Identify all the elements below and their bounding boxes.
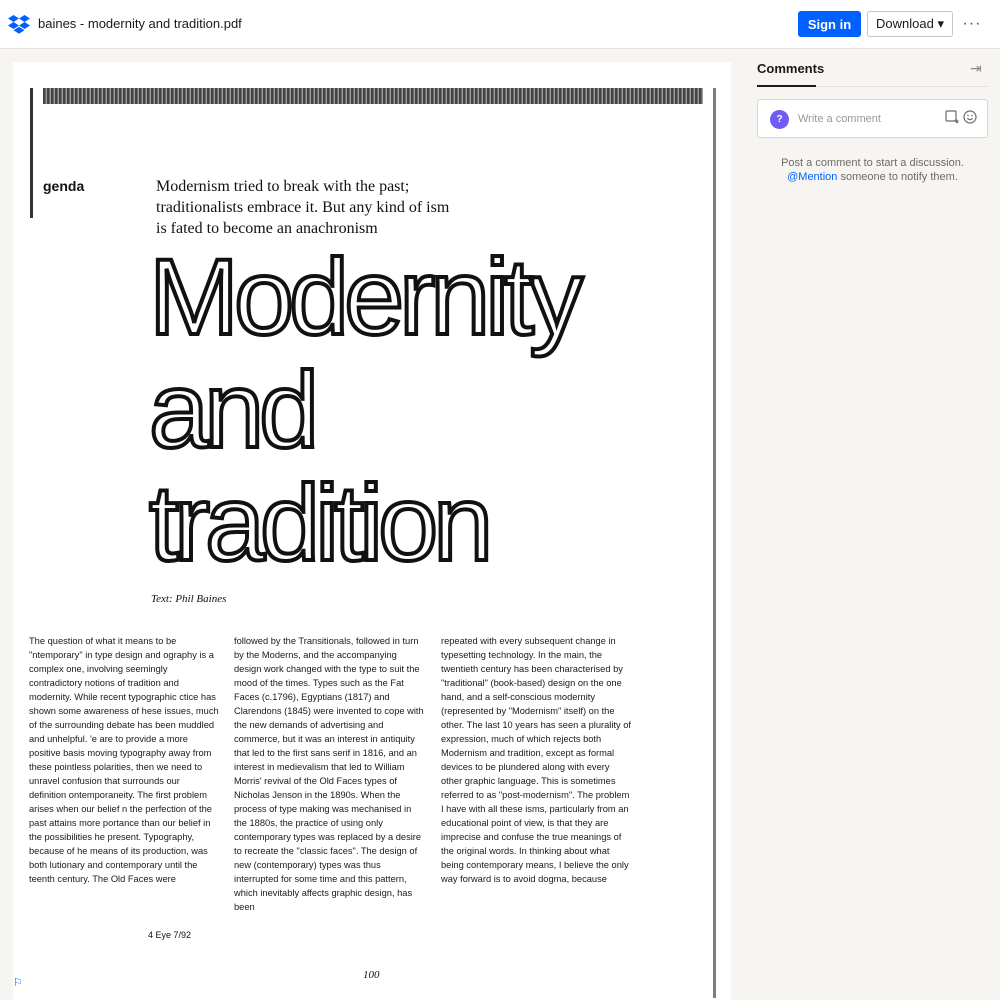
emoji-icon[interactable] xyxy=(963,110,977,124)
headline-line: tradition xyxy=(149,462,489,583)
section-label: genda xyxy=(43,178,85,194)
comments-hint xyxy=(757,156,988,184)
text-column: repeated with every subsequent change in typesetting technology. In the main, the twentieth century has been characterised by "traditional" (book-based) design on the one hand, and a self-conscious modernity (represented by "Modernism" itself) on the other. The last 10 years has seen a plurality of expression, much of which rejects both Modernism and tradition, except as formal devices to be plundered along with every other graphic language. This is sometimes referred to as "post-modernism". The problem I have with all these isms, particularly from an educational point of view, is that they are imprecise and confuse the true meanings of the original words. In thinking about what being contemporary means, I believe the only way forward is to avoid dogma, because xyxy=(441,636,632,884)
dropbox-logo-icon[interactable] xyxy=(8,14,30,34)
pdf-page xyxy=(13,62,731,1000)
article-headline xyxy=(149,236,579,583)
folio: 4 Eye 7/92 xyxy=(148,930,192,940)
avatar: ? xyxy=(770,110,789,129)
hint-text: someone to notify them. xyxy=(837,171,958,183)
top-bar xyxy=(0,0,1000,49)
download-button[interactable]: Download ▾ xyxy=(867,11,953,37)
add-annotation-icon[interactable] xyxy=(945,110,959,124)
flag-icon[interactable]: ⚐ xyxy=(13,977,23,989)
hint-text xyxy=(757,170,988,184)
collapse-panel-icon[interactable]: ⇥ xyxy=(970,60,982,76)
headline-line: and xyxy=(149,349,315,470)
active-tab-indicator xyxy=(757,85,816,87)
page-number: 100 xyxy=(363,969,380,981)
scan-border xyxy=(30,88,33,218)
comments-panel xyxy=(745,49,1000,1000)
more-options-icon[interactable]: ··· xyxy=(962,15,982,32)
text-column: The question of what it means to be "ntemporary" in type design and ography is a complex one, involving seemingly contradictory notions of tradition and modernity. While recent typographic ctice has shown some awareness of hese issues, much of the surrounding debate has been muddled and unhelpful. 'e are to provide a more positive basis moving typography away from these pointless polarities, then we need to unravel confusion that surrounds our definition ontemporaneity. The first problem arises when our belief n the perfection of the past attains more portance than our belief in the possibilities he present. Typography, because of he means of its production, was both lutionary and contemporary until the teenth century. The Old Faces were xyxy=(29,636,219,884)
sign-in-button[interactable]: Sign in xyxy=(798,11,861,37)
hint-text: Post a comment to start a discussion. xyxy=(781,157,964,169)
file-name: baines - modernity and tradition.pdf xyxy=(38,16,242,31)
byline: Text: Phil Baines xyxy=(151,593,227,605)
standfirst: Modernism tried to break with the past; traditionalists embrace it. But any kind of ism is fated to become an anachronism xyxy=(156,178,450,237)
mention-link[interactable]: @Mention xyxy=(787,171,838,183)
headline-line: Modernity xyxy=(149,236,579,357)
comment-input[interactable] xyxy=(798,109,938,129)
comment-composer[interactable] xyxy=(757,99,988,138)
scan-border xyxy=(43,88,703,104)
text-column: followed by the Transitionals, followed in turn by the Moderns, and the accompanying design work changed with the type to suit the mood of the times. Types such as the Fat Faces (c.1796), Egyptians (1817) and Clarendons (1845) were invented to cope with the new demands of advertising and commerce, but it was an interest in antiquity that led to the first sans serif in 1816, and an interest in medievalism that led to William Morris' revival of the Old Faces types of Nicholas Jenson in the 1890s. When the process of type making was mechanised in the 1880s, the practice of using only contemporary types was replaced by a desire to recreate the "classic faces". The design of new (contemporary) types was thus interrupted for some time and this pattern, which inevitably affects graphic design, has been xyxy=(234,636,424,912)
scan-border xyxy=(713,88,716,998)
comments-tab[interactable]: Comments xyxy=(757,61,825,76)
document-viewer[interactable] xyxy=(0,49,745,1000)
